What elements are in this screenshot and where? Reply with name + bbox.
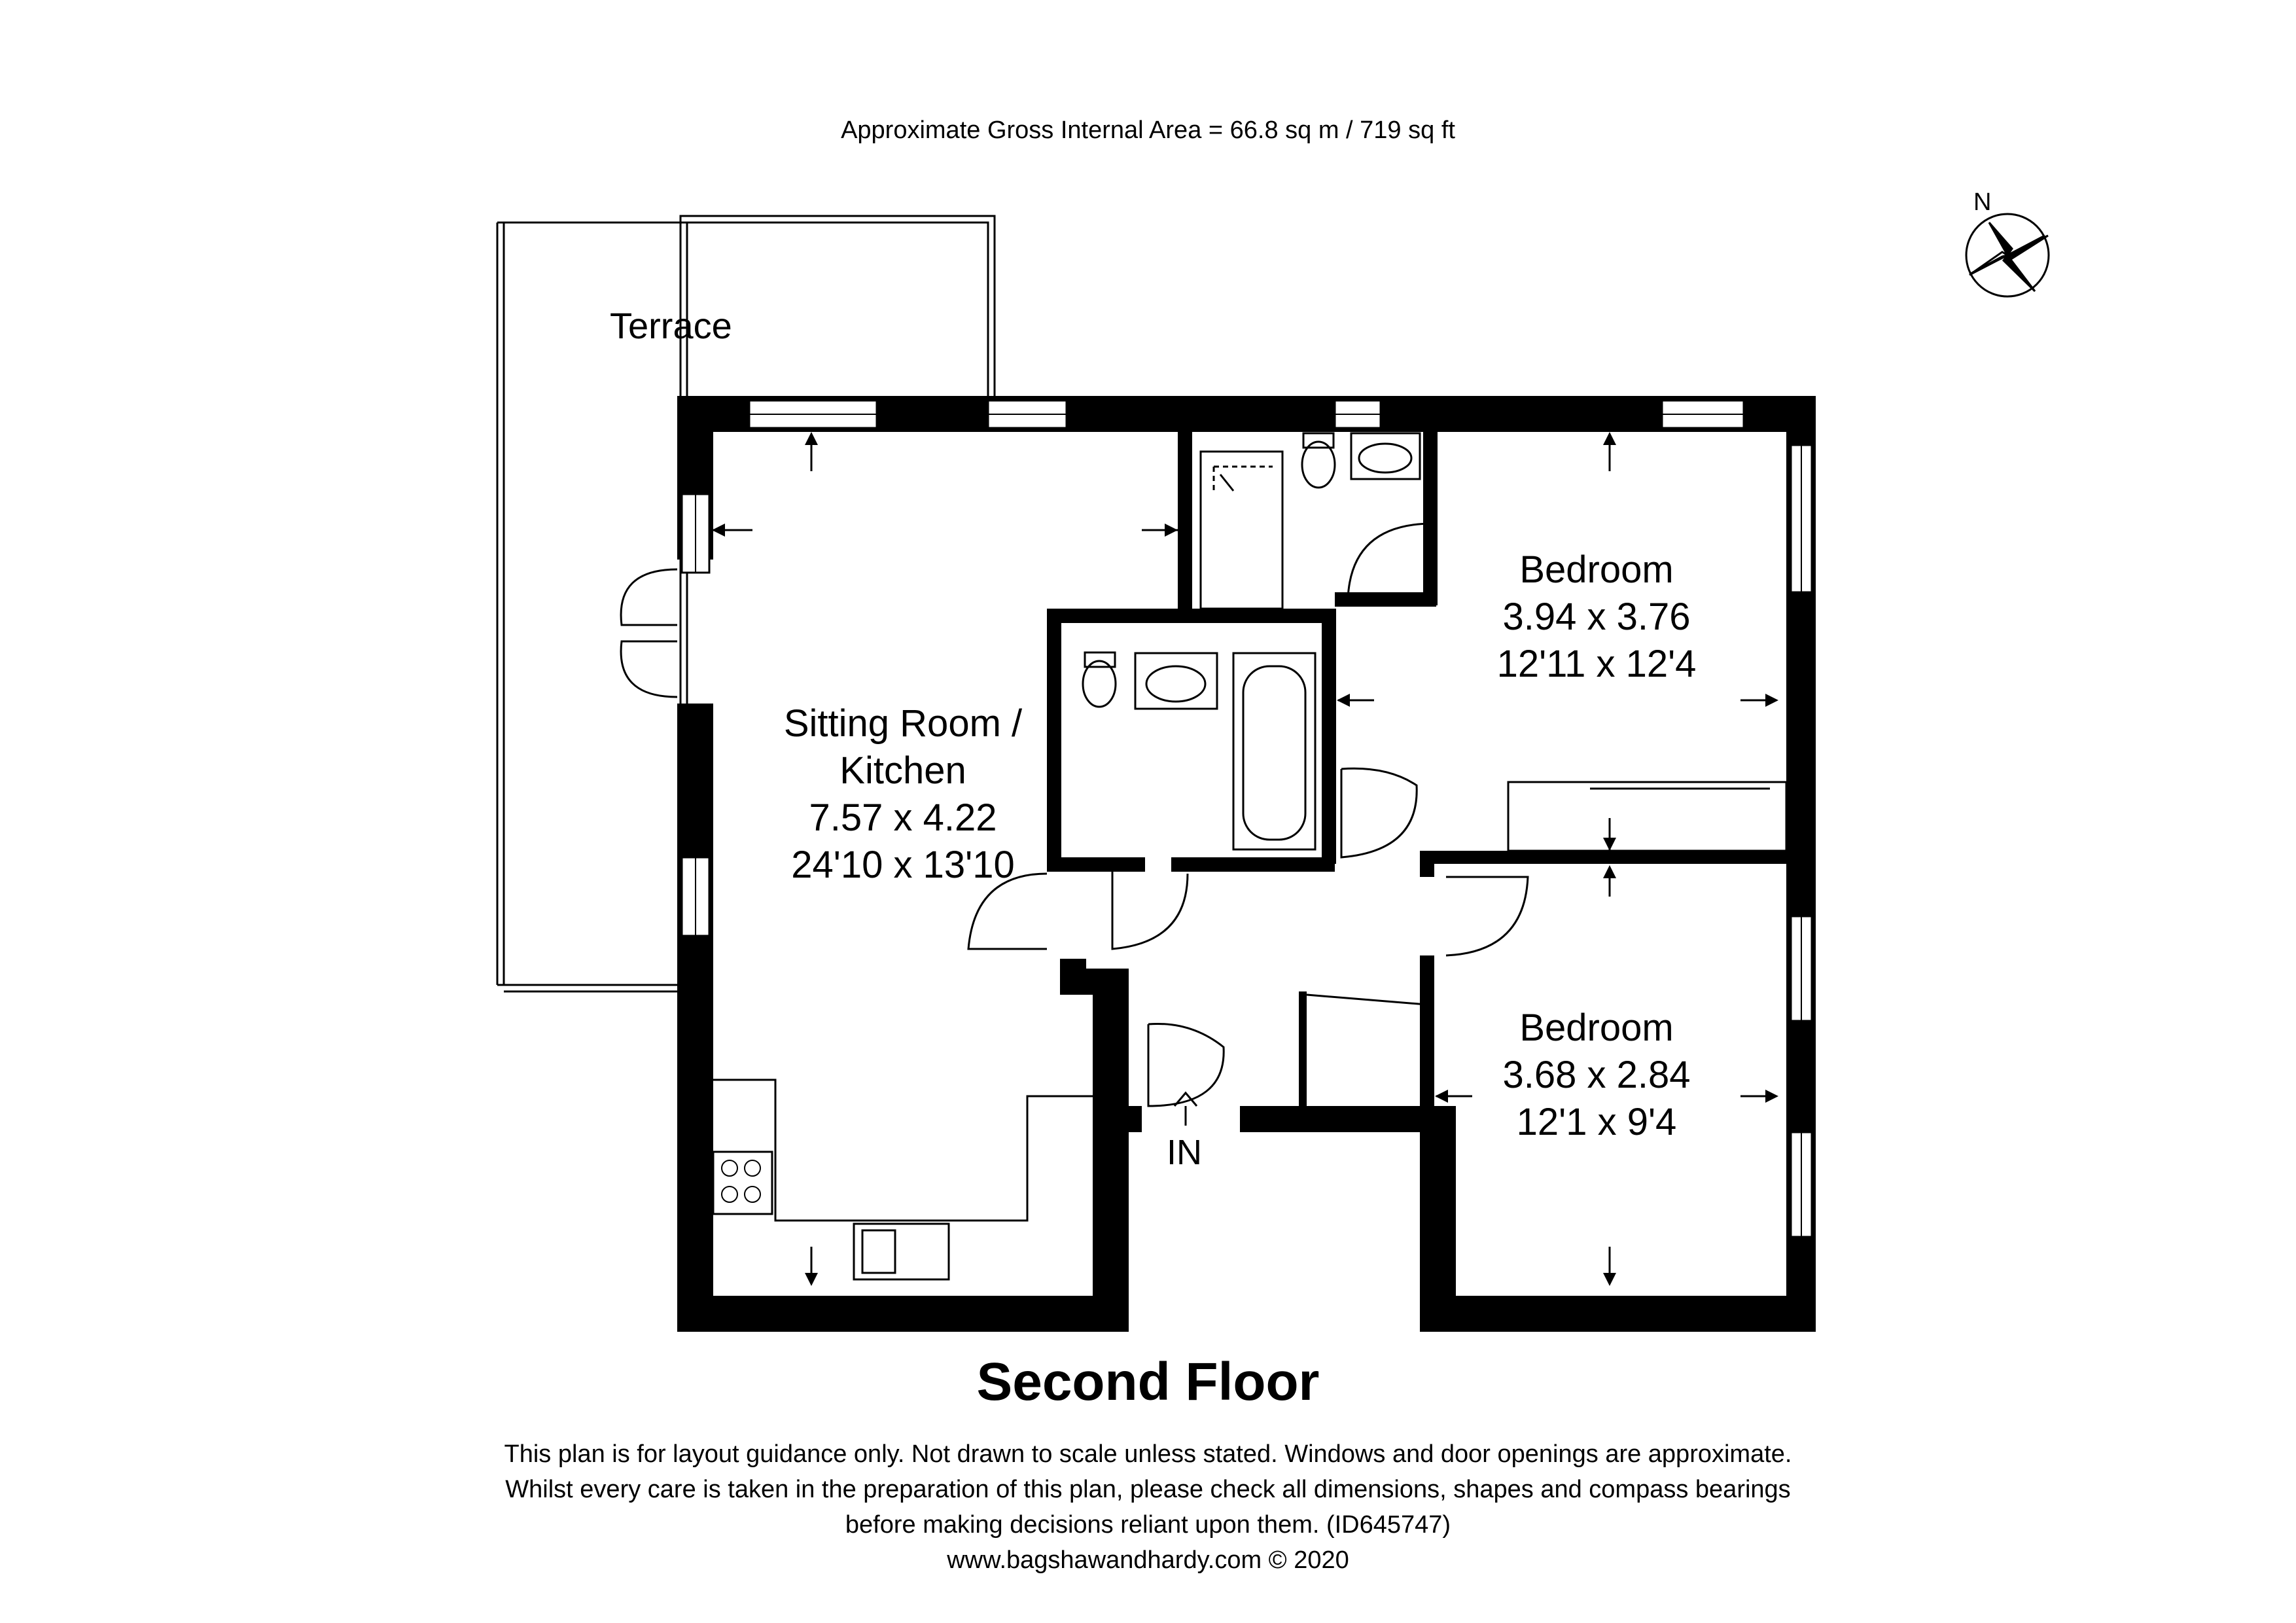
bedroom-1-metric: 3.94 x 3.76 — [1502, 596, 1691, 638]
disclaimer-line-3: before making decisions reliant upon them. (ID645747) — [845, 1511, 1451, 1539]
bedroom-1-imperial: 12'11 x 12'4 — [1496, 643, 1697, 685]
disclaimer-line-1: This plan is for layout guidance only. Not drawn to scale unless stated. Windows and door openings are approximate. — [504, 1440, 1792, 1468]
disclaimer — [0, 1436, 2296, 1578]
bedroom-1-name: Bedroom — [1519, 548, 1674, 591]
bedroom-2-imperial: 12'1 x 9'4 — [1516, 1101, 1677, 1143]
bedroom-2-name: Bedroom — [1519, 1007, 1674, 1049]
sitting-room-metric: 7.57 x 4.22 — [809, 796, 997, 839]
compass-icon — [1966, 214, 2049, 296]
bedroom-1-label — [1459, 546, 1734, 688]
entrance-label: IN — [1167, 1133, 1202, 1172]
hob-rings — [722, 1160, 760, 1202]
terrace-label: Terrace — [610, 305, 732, 346]
disclaimer-line-2: Whilst every care is taken in the preparation of this plan, please check all dimensions, shapes and compass bearings — [505, 1476, 1791, 1503]
sitting-room-name-1: Sitting Room / — [783, 702, 1023, 745]
sitting-room-imperial: 24'10 x 13'10 — [791, 844, 1015, 886]
bedroom-2-label — [1459, 1005, 1734, 1146]
sitting-room-label — [733, 700, 1073, 889]
bedroom-2-metric: 3.68 x 2.84 — [1502, 1054, 1691, 1096]
compass-north-label: N — [1973, 188, 1992, 216]
gross-area-text: Approximate Gross Internal Area = 66.8 sq m / 719 sq ft — [841, 116, 1455, 144]
disclaimer-line-4: www.bagshawandhardy.com © 2020 — [947, 1546, 1349, 1574]
floor-title: Second Floor — [976, 1352, 1320, 1412]
sitting-room-name-2: Kitchen — [839, 749, 966, 792]
